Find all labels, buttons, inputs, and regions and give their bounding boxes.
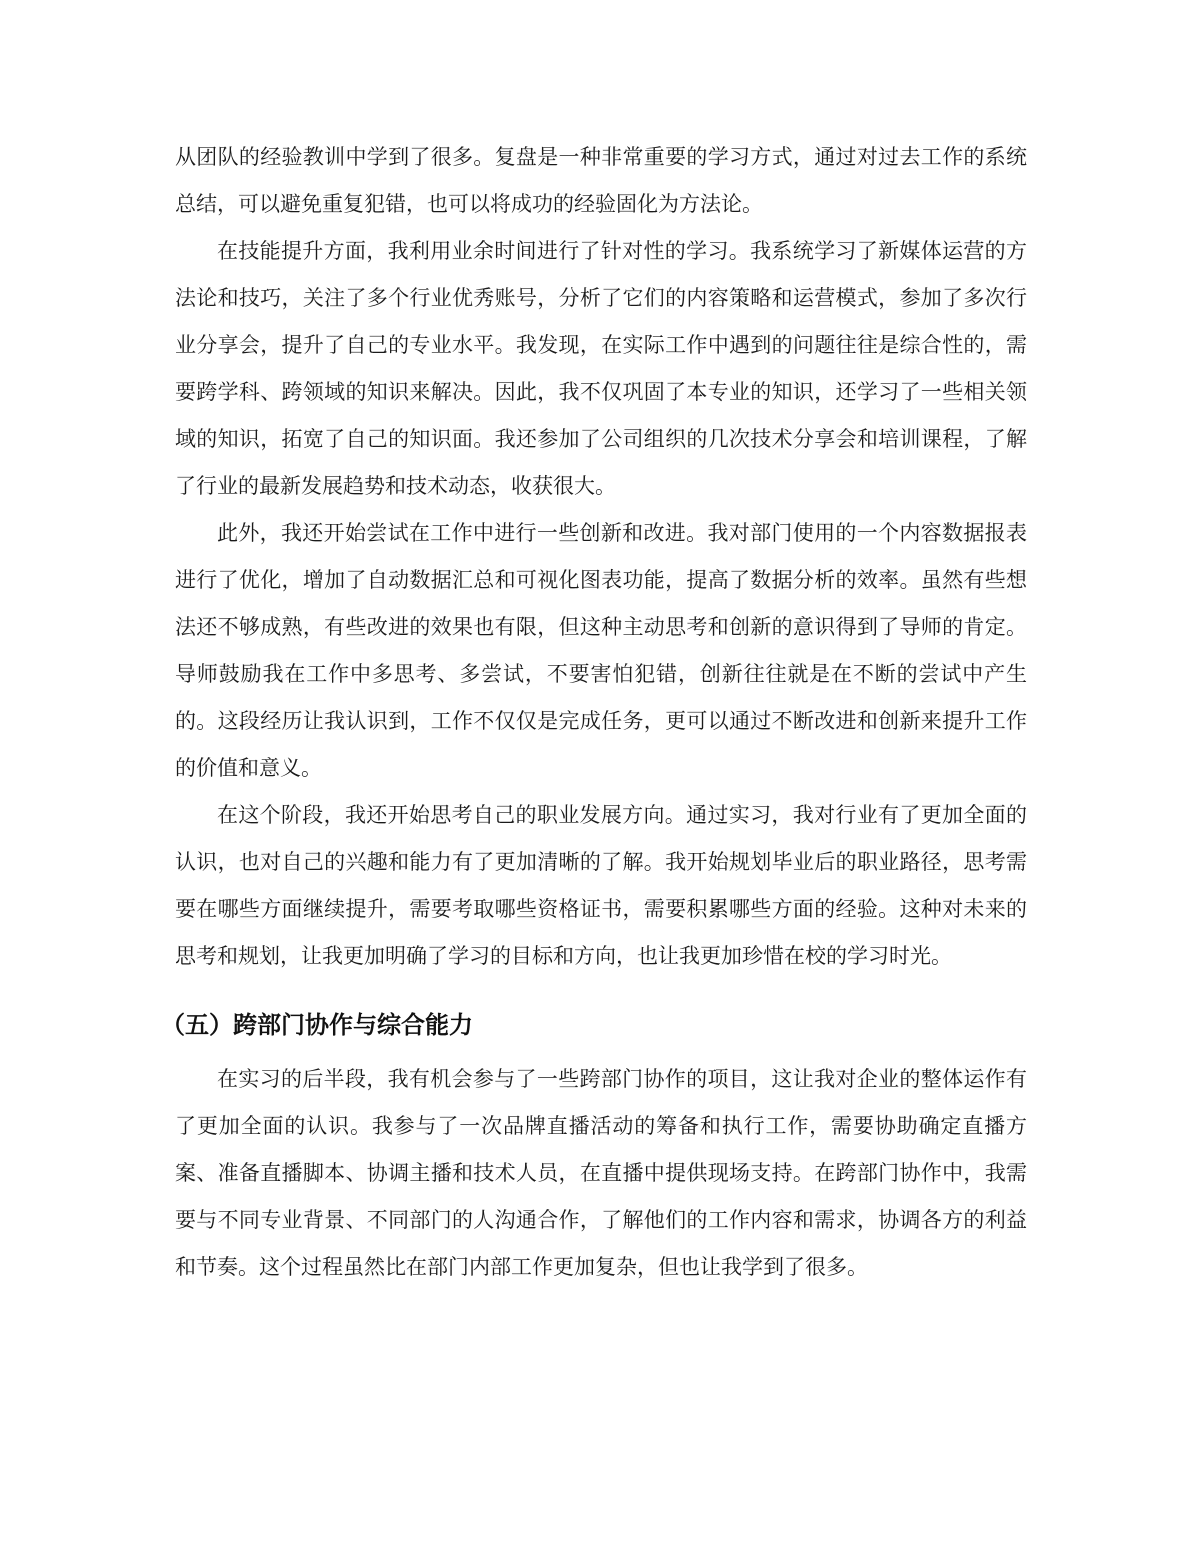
section-heading: （五）跨部门协作与综合能力	[161, 1011, 473, 1039]
paragraph-innovation: 此外，我还开始尝试在工作中进行一些创新和改进。我对部门使用的一个内容数据报表进行了优化，增加了自动数据汇总和可视化图表功能，提高了数据分析的效率。虽然有些想法还不够成熟，有些改进的效果也有限，但这种主动思考和创新的意识得到了导师的肯定。导师鼓励我在工作中多思考、多尝试，不要害怕犯错，创新往往就是在不断的尝试中产生的。这段经历让我认识到，工作不仅仅是完成任务，更可以通过不断改进和创新来提升工作的价值和意义。	[175, 521, 1027, 780]
paragraph-continuation: 从团队的经验教训中学到了很多。复盘是一种非常重要的学习方式，通过对过去工作的系统总结，可以避免重复犯错，也可以将成功的经验固化为方法论。	[175, 145, 1027, 216]
paragraph-cross-department: 在实习的后半段，我有机会参与了一些跨部门协作的项目，这让我对企业的整体运作有了更加全面的认识。我参与了一次品牌直播活动的筹备和执行工作，需要协助确定直播方案、准备直播脚本、协调主播和技术人员，在直播中提供现场支持。在跨部门协作中，我需要与不同专业背景、不同部门的人沟通合作，了解他们的工作内容和需求，协调各方的利益和节奏。这个过程虽然比在部门内部工作更加复杂，但也让我学到了很多。	[175, 1067, 1027, 1279]
document-body	[161, 134, 1027, 1291]
paragraph-career-direction: 在这个阶段，我还开始思考自己的职业发展方向。通过实习，我对行业有了更加全面的认识，也对自己的兴趣和能力有了更加清晰的了解。我开始规划毕业后的职业路径，思考需要在哪些方面继续提升，需要考取哪些资格证书，需要积累哪些方面的经验。这种对未来的思考和规划，让我更加明确了学习的目标和方向，也让我更加珍惜在校的学习时光。	[175, 803, 1027, 968]
paragraph-skill-improvement: 在技能提升方面，我利用业余时间进行了针对性的学习。我系统学习了新媒体运营的方法论和技巧，关注了多个行业优秀账号，分析了它们的内容策略和运营模式，参加了多次行业分享会，提升了自己的专业水平。我发现，在实际工作中遇到的问题往往是综合性的，需要跨学科、跨领域的知识来解决。因此，我不仅巩固了本专业的知识，还学习了一些相关领域的知识，拓宽了自己的知识面。我还参加了公司组织的几次技术分享会和培训课程，了解了行业的最新发展趋势和技术动态，收获很大。	[175, 239, 1027, 498]
